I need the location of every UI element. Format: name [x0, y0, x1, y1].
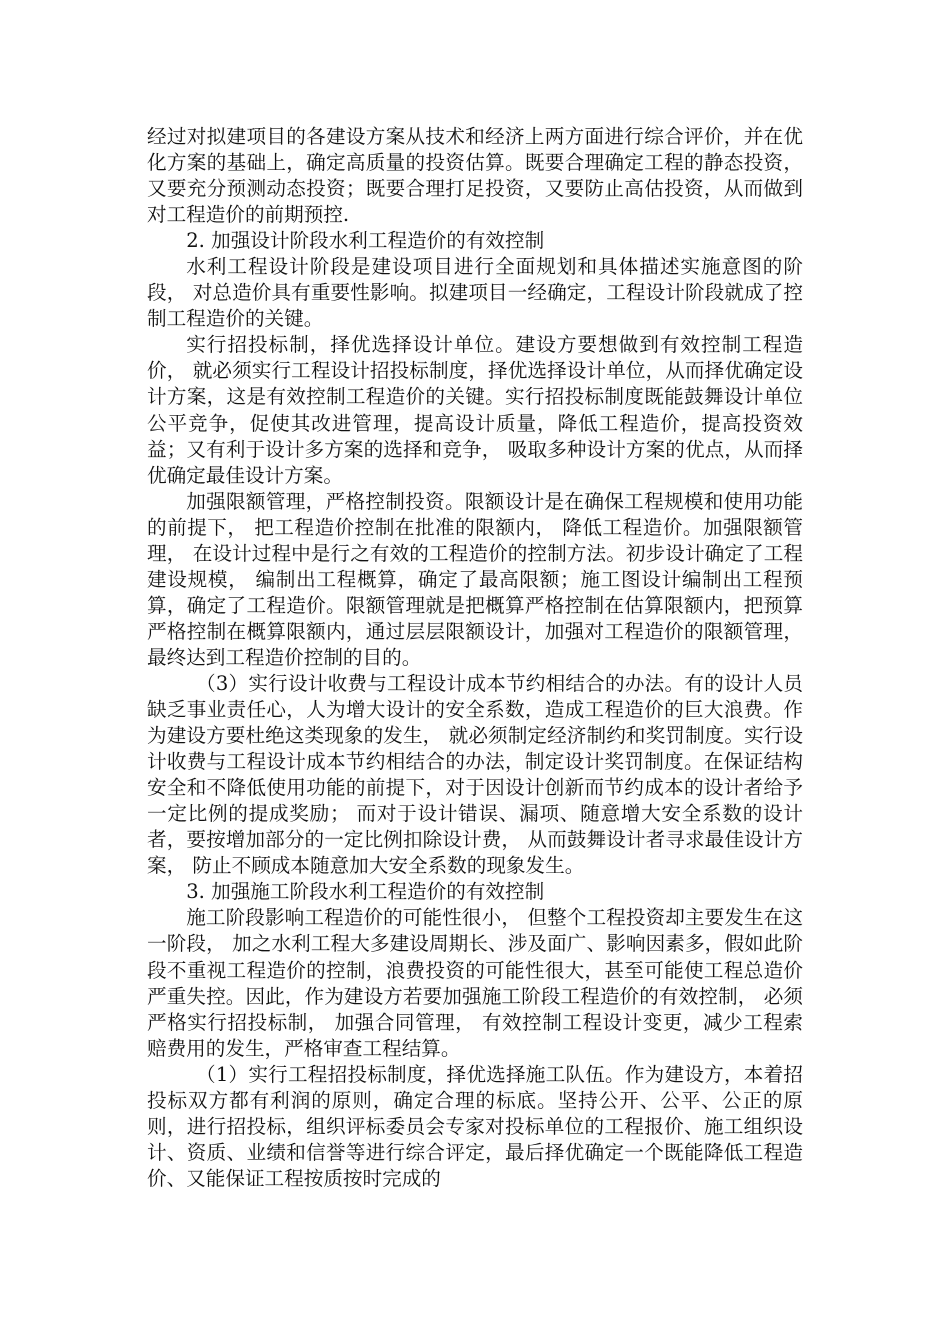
paragraph-quota-management: 加强限额管理，严格控制投资。限额设计是在确保工程规模和使用功能的前提下， 把工程造价控制在批准的限额内， 降低工程造价。加强限额管理， 在设计过程中是行之有效的工程造价的控制方法。初步设计确定了工程建设规模， 编制出工程概算，确定了最高限额；施工图设计编制出工程预算，确定了工程造价。限额管理就是把概算严格控制在估算限额内，把预算严格控制在概算限额内，通过层层限额设计，加强对工程造价的限额管理，最终达到工程造价控制的目的。: [147, 489, 803, 669]
section-heading-construction-stage: 3. 加强施工阶段水利工程造价的有效控制: [186, 880, 545, 904]
paragraph-design-stage: 水利工程设计阶段是建设项目进行全面规划和具体描述实施意图的阶段， 对总造价具有重要性影响。拟建项目一经确定，工程设计阶段就成了控制工程造价的关键。: [147, 255, 803, 331]
paragraph-intro: 经过对拟建项目的各建设方案从技术和经济上两方面进行综合评价，并在优化方案的基础上，确定高质量的投资估算。既要合理确定工程的静态投资，又要充分预测动态投资；既要合理打足投资，又要防止高估投资，从而做到对工程造价的前期预控.: [147, 125, 803, 227]
paragraph-design-fee: （3）实行设计收费与工程设计成本节约相结合的办法。有的设计人员缺乏事业责任心，人为增大设计的安全系数，造成工程造价的巨大浪费。作为建设方要杜绝这类现象的发生， 就必须制定经济制约和奖罚制度。实行设计收费与工程设计成本节约相结合的办法，制定设计奖罚制度。在保证结构安全和不降低使用功能的前提下，对于因设计创新而节约成本的设计者给予一定比例的提成奖励； 而对于设计错误、漏项、随意增大安全系数的设计者，要按增加部分的一定比例扣除设计费， 从而鼓舞设计者寻求最佳设计方案， 防止不顾成本随意加大安全系数的现象发生。: [147, 671, 803, 878]
section-heading-design-stage: 2. 加强设计阶段水利工程造价的有效控制: [186, 229, 545, 253]
paragraph-construction-stage: 施工阶段影响工程造价的可能性很小， 但整个工程投资却主要发生在这一阶段， 加之水利工程大多建设周期长、涉及面广、影响因素多，假如此阶段不重视工程造价的控制，浪费投资的可能性很大，甚至可能使工程总造价严重失控。因此，作为建设方若要加强施工阶段工程造价的有效控制， 必须严格实行招投标制， 加强合同管理， 有效控制工程设计变更，减少工程索赔费用的发生，严格审查工程结算。: [147, 906, 803, 1060]
paragraph-construction-bidding: （1）实行工程招投标制度，择优选择施工队伍。作为建设方，本着招投标双方都有利润的原则，确定合理的标底。坚持公开、公平、公正的原则，进行招投标，组织评标委员会专家对投标单位的工程报价、施工组织设计、资质、业绩和信誉等进行综合评定，最后择优确定一个既能降低工程造价、又能保证工程按质按时完成的: [147, 1062, 803, 1190]
paragraph-design-bidding: 实行招投标制，择优选择设计单位。建设方要想做到有效控制工程造价， 就必须实行工程设计招投标制度，择优选择设计单位，从而择优确定设计方案，这是有效控制工程造价的关键。实行招投标制度既能鼓舞设计单位公平竞争，促使其改进管理，提高设计质量，降低工程造价，提高投资效益；又有利于设计多方案的选择和竞争， 吸取多种设计方案的优点，从而择优确定最佳设计方案。: [147, 333, 803, 487]
document-body: [147, 124, 803, 1192]
